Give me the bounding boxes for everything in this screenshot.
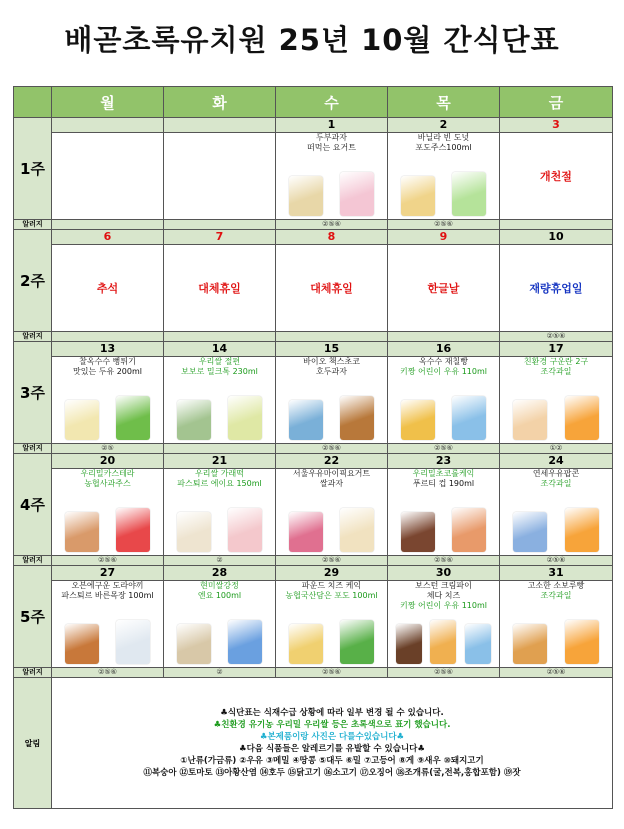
snack-photos [56,508,159,552]
snack-cell [500,133,613,220]
snack-photo [401,400,435,440]
date-number: 22 [276,454,388,469]
snack-item: 파스퇴르 바른목장 100ml [61,591,154,600]
snack-photo [289,512,323,552]
snack-photo [65,624,99,664]
snack-item: 연세우유팝콘 [532,469,580,478]
notice-line: ♣다음 식품들은 알레르기를 유발할 수 있습니다♣ [238,744,426,754]
snack-item: 찰옥수수 뻥튀기 [79,357,136,366]
snack-cell [276,245,388,332]
snack-photo [430,620,456,664]
date-row [14,118,613,133]
allergy-codes: ②⑤⑥ [52,556,164,566]
date-row [14,454,613,469]
date-number: 20 [52,454,164,469]
snack-photo [340,172,374,216]
snack-photos [392,172,495,216]
snack-cell [388,245,500,332]
date-number: 13 [52,342,164,357]
snack-item: 친환경 구운란 2구 [523,357,589,366]
holiday-label: 개천절 [540,170,572,183]
allergy-row [14,556,613,566]
snack-cell [388,133,500,220]
snack-item: 현미쌀강정 [200,581,239,590]
allergy-codes [52,332,164,342]
snack-item: 키짱 어린이 우유 110ml [399,367,487,376]
snack-photo [340,396,374,440]
snack-item: 서울우유마이픽요거트 [292,469,371,478]
notice-content [52,678,613,809]
date-number: 31 [500,566,613,581]
snack-photo [565,396,599,440]
snack-photo [289,400,323,440]
date-number: 1 [276,118,388,133]
snack-cell [164,245,276,332]
snack-photo [116,508,150,552]
snack-photo [452,172,486,216]
snack-item: 바이오 책스초코 [303,357,360,366]
allergy-codes [164,444,276,454]
snack-cell [52,581,164,668]
snack-item: 엔요 100ml [197,591,242,600]
date-row [14,566,613,581]
snack-row [14,133,613,220]
date-number: 2 [388,118,500,133]
snack-photos [280,172,383,216]
snack-photos [504,620,608,664]
allergy-row [14,220,613,230]
date-number: 15 [276,342,388,357]
snack-item: 보보로 밀크톡 230ml [181,367,258,376]
header-corner [14,87,52,118]
week-label: 1주 [14,118,52,220]
snack-menu-table [13,86,613,809]
holiday-label: 재량휴업일 [529,282,583,295]
notice-row [14,678,613,809]
snack-photos [504,508,608,552]
snack-cell [500,581,613,668]
snack-cell [276,357,388,444]
allergy-codes [52,220,164,230]
holiday-label: 한글날 [427,282,460,295]
snack-photos [168,620,271,664]
allergy-codes: ①② [500,444,613,454]
snack-photos [280,508,383,552]
snack-item: 우리밀초코롤케익 [412,469,475,478]
snack-photo [396,624,422,664]
allergy-codes: ②⑤⑥ [388,556,500,566]
snack-cell [52,133,164,220]
date-number: 10 [500,230,613,245]
snack-photo [65,400,99,440]
snack-photo [65,512,99,552]
snack-item: 고소한 소보루빵 [527,581,585,590]
snack-photos [56,620,159,664]
snack-cell [500,357,613,444]
snack-photo [513,400,547,440]
week-label: 5주 [14,566,52,668]
allergy-codes: ②⑤⑥ [500,556,613,566]
date-number: 23 [388,454,500,469]
snack-cell [164,469,276,556]
allergy-label: 알러지 [14,332,52,342]
notice-line: ♣친환경 유기농 우리밀 우리쌀 등은 초록색으로 표기 했습니다. [213,720,451,730]
snack-cell [52,357,164,444]
allergy-codes: ② [164,556,276,566]
allergy-codes [388,332,500,342]
snack-item: 키짱 어린이 우유 110ml [399,601,487,610]
snack-photos [392,508,495,552]
snack-item: 바닐라 빈 도넛 [417,133,470,142]
snack-cell [52,245,164,332]
allergy-codes [276,332,388,342]
date-number: 28 [164,566,276,581]
snack-cell [388,357,500,444]
snack-row [14,469,613,556]
snack-item: 조각과일 [540,367,572,376]
date-number: 16 [388,342,500,357]
date-number: 8 [276,230,388,245]
snack-item: 농협사과주스 [84,479,131,488]
day-header: 월 [52,87,164,118]
allergy-codes: ②⑤⑥ [388,220,500,230]
snack-photo [401,176,435,216]
date-number [52,118,164,133]
allergy-codes: ②⑤⑥ [276,444,388,454]
snack-cell [500,469,613,556]
date-number: 17 [500,342,613,357]
snack-cell [164,133,276,220]
holiday-label: 추석 [96,282,119,295]
allergy-label: 알러지 [14,556,52,566]
snack-photo [177,512,211,552]
date-number: 9 [388,230,500,245]
allergy-codes: ②⑤⑥ [276,556,388,566]
date-number [164,118,276,133]
allergy-label: 알러지 [14,444,52,454]
allergy-codes: ②⑤⑥ [500,668,613,678]
holiday-label: 대체휴일 [310,282,353,295]
date-number: 27 [52,566,164,581]
snack-item: 보스턴 크림파이 [415,581,472,590]
day-header: 금 [500,87,613,118]
snack-item: 푸르티 컵 190ml [412,479,475,488]
snack-cell [388,581,500,668]
date-row [14,342,613,357]
snack-photo [228,508,262,552]
snack-photo [340,508,374,552]
snack-item: 두부과자 [316,133,347,142]
date-number: 14 [164,342,276,357]
snack-photo [116,396,150,440]
snack-item: 우리쌀 절편 [198,357,241,366]
allergy-codes: ②⑤⑥ [388,444,500,454]
snack-item: 조각과일 [540,479,572,488]
snack-photo [177,624,211,664]
snack-cell [276,133,388,220]
snack-photos [168,396,271,440]
snack-photos [168,508,271,552]
snack-photo [452,508,486,552]
allergy-codes: ②⑤⑥ [276,668,388,678]
snack-item: 쌀과자 [319,479,344,488]
snack-item: 농협국산담은 포도 100ml [285,591,378,600]
snack-cell [164,357,276,444]
snack-photo [565,620,599,664]
notice-line: ①난류(가금류) ②우유 ③메밀 ④땅콩 ⑤대두 ⑥밀 ⑦고등어 ⑧게 ⑨새우 ⑩돼지고기 [180,756,484,766]
notice-line: ⑪복숭아 ⑫토마토 ⑬아황산염 ⑭호두 ⑮닭고기 ⑯소고기 ⑰오징어 ⑱조개류(굴,전복,홍합포함) ⑲잣 [143,768,521,778]
snack-item: 조각과일 [540,591,572,600]
snack-photos [392,620,495,664]
snack-item: 체다 치즈 [426,591,461,600]
allergy-label: 알러지 [14,220,52,230]
snack-item: 우리밀카스테라 [80,469,135,478]
snack-photo [452,396,486,440]
snack-item: 호두과자 [316,367,347,376]
snack-cell [500,245,613,332]
snack-item: 포도주스100ml [415,143,472,152]
allergy-codes: ②⑤⑥ [500,332,613,342]
date-number: 30 [388,566,500,581]
snack-item: 옥수수 재칠빵 [419,357,468,366]
snack-cell [164,581,276,668]
snack-photo [177,400,211,440]
allergy-codes: ②⑤⑥ [276,220,388,230]
page-title: 배곧초록유치원 25년 10월 간식단표 [64,23,560,57]
snack-cell [52,469,164,556]
header-row [14,87,613,118]
snack-photo [289,624,323,664]
date-number: 21 [164,454,276,469]
snack-item: 맛있는 두유 200ml [72,367,142,376]
week-label: 2주 [14,230,52,332]
date-number: 3 [500,118,613,133]
snack-cell [276,581,388,668]
snack-row [14,581,613,668]
snack-photos [392,396,495,440]
date-row [14,230,613,245]
allergy-row [14,332,613,342]
snack-item: 파스퇴르 에이요 150ml [177,479,262,488]
allergy-codes [500,220,613,230]
day-header: 목 [388,87,500,118]
snack-row [14,357,613,444]
week-label: 4주 [14,454,52,556]
week-label: 3주 [14,342,52,444]
snack-photo [228,396,262,440]
snack-photo [465,624,491,664]
snack-photos [56,396,159,440]
snack-item: 오븐에구운 도라야끼 [71,581,144,590]
notice-label: 알림 [14,678,52,809]
allergy-codes [164,332,276,342]
date-number: 6 [52,230,164,245]
day-header: 수 [276,87,388,118]
snack-photo [340,620,374,664]
allergy-codes: ②⑤⑥ [52,668,164,678]
snack-cell [388,469,500,556]
allergy-codes: ② [164,668,276,678]
date-number: 29 [276,566,388,581]
allergy-row [14,668,613,678]
allergy-codes: ②⑤ [52,444,164,454]
notice-line: ♣식단표는 식재수급 상황에 따라 일부 변경 될 수 있습니다. [220,708,444,718]
day-header: 화 [164,87,276,118]
snack-photo [565,508,599,552]
snack-item: 떠먹는 요거트 [307,143,356,152]
snack-photos [280,396,383,440]
snack-photo [401,512,435,552]
allergy-codes [164,220,276,230]
snack-item: 우리쌀 가래떡 [195,469,244,478]
snack-photo [289,176,323,216]
snack-photo [513,624,547,664]
snack-photo [116,620,150,664]
date-number: 24 [500,454,613,469]
date-number: 7 [164,230,276,245]
snack-item: 파운드 치즈 케익 [301,581,362,590]
snack-cell [276,469,388,556]
snack-row [14,245,613,332]
snack-photo [513,512,547,552]
snack-photos [504,396,608,440]
allergy-codes: ②⑤⑥ [388,668,500,678]
notice-line: ♣본제품이랑 사진은 다를수있습니다♣ [259,732,405,742]
holiday-label: 대체휴일 [198,282,241,295]
allergy-row [14,444,613,454]
snack-photo [228,620,262,664]
snack-photos [280,620,383,664]
allergy-label: 알러지 [14,668,52,678]
